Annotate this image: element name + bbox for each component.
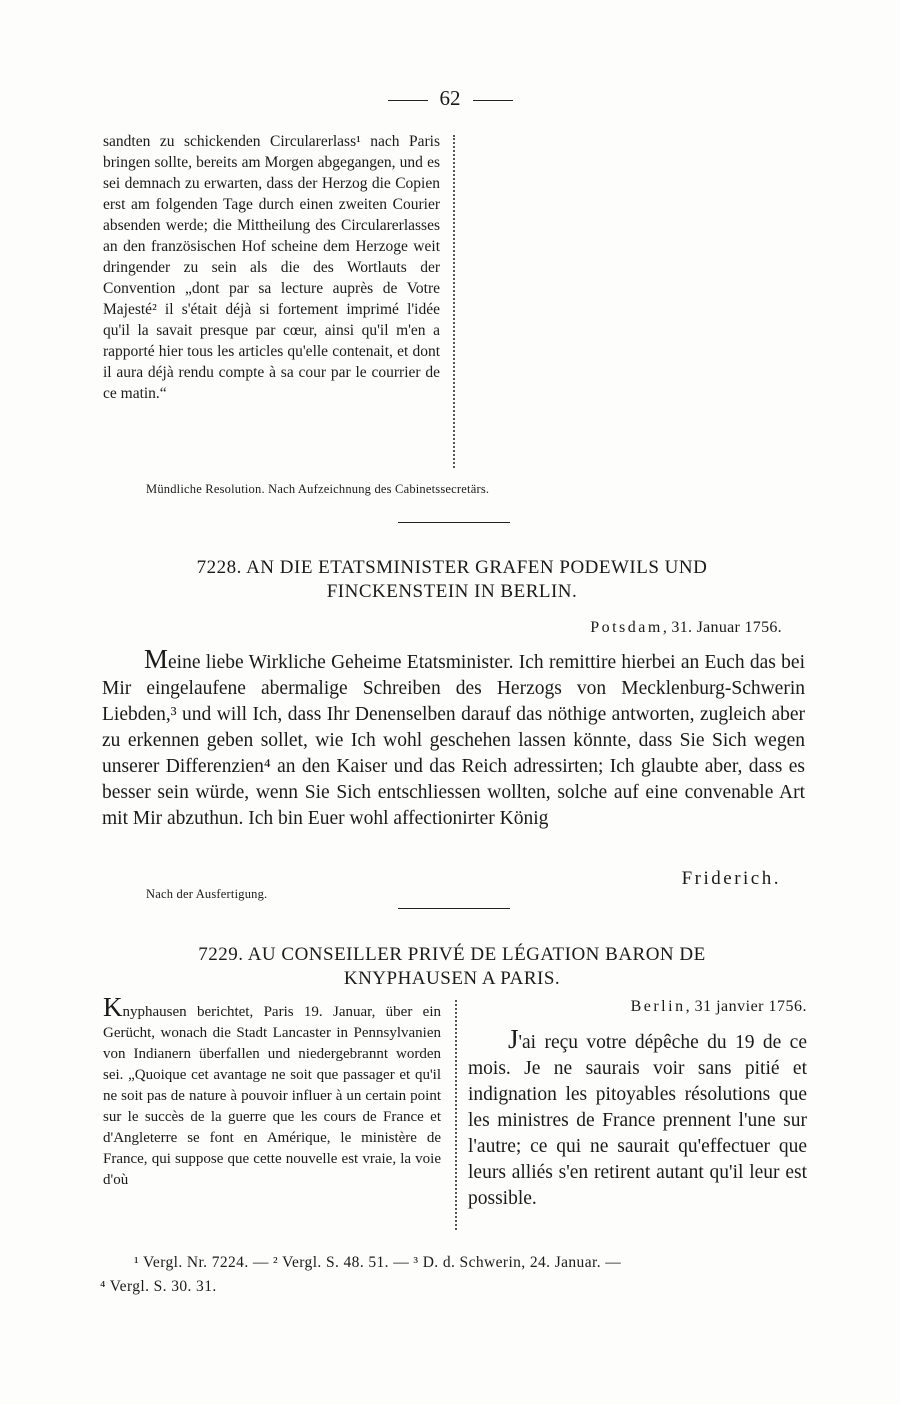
letter-7228-place: Potsdam — [590, 619, 663, 636]
page-header — [0, 86, 900, 111]
letter-7229-place: Berlin — [630, 998, 686, 1015]
letter-7228-heading-line1 — [110, 556, 794, 580]
section-rule-1 — [398, 522, 510, 523]
letter-7228-dateline — [590, 619, 782, 637]
letter-7229-summary-initial: K — [103, 992, 123, 1022]
letter-7228-source-note: Nach der Ausfertigung. — [146, 887, 268, 901]
letter-7229-text: 'ai reçu votre dépêche du 19 de ce mois. Je ne saurais voir sans pitié et indignation les pitoyables résolutions que les ministres de France prennent l'une sur l'autre; ce qui ne saurait qu'effectuer que leurs alliés s'en retirent autant qu'il leur est possible. — [468, 1032, 807, 1209]
column-divider-bottom — [455, 1000, 457, 1230]
page-number: 62 — [439, 86, 461, 110]
letter-7228-paragraph — [102, 646, 805, 832]
letter-7229-heading — [110, 943, 794, 991]
top-source-note: Mündliche Resolution. Nach Aufzeichnung des Cabinetssecretärs. — [146, 482, 490, 496]
letter-7229-initial: J — [508, 1024, 519, 1054]
footnotes — [100, 1251, 806, 1299]
letter-7229-summary — [103, 992, 441, 1191]
top-text: sandten zu schickenden Circularerlass¹ nach Paris bringen sollte, bereits am Morgen abgegangen, und es sei demnach zu erwarten, dass der Herzog die Copien erst am folgenden Tage durch einen zweiten Courier absenden werde; die Mittheilung des Circularerlasses an den französischen Hof scheine dem Herzoge weit dringender zu sein als die des Wortlauts der Convention „dont par sa lecture auprès de Votre Majesté² il s'était déjà si fortement imprimé l'idée qu'il la savait presque par cœur, ainsi qu'il m'en a rapporté hier tous les articles qu'elle contenait, et dont il aura déjà rendu compte à sa cour par le courrier de ce matin.“ — [103, 133, 440, 402]
letter-7228-text: eine liebe Wirkliche Geheime Etatsminister. Ich remittire hierbei an Euch das bei Mir eingelaufene abermalige Schreiben des Herzogs von Mecklenburg-Schwerin Liebden,³ und will Ich, dass Ihr Denenselben darauf das nöthige antworten, zugleich aber zu erkennen geben sollet, wie Ich wohl geschehen lassen könnte, dass Sie Sich wegen unserer Differenzien⁴ an den Kaiser und das Reich adressirten; Ich glaubte aber, dass es besser sein würde, wenn Sie Sich entschliessen wollten, solche auf eine convenable Art mit Mir abzuthun. Ich bin Euer wohl affectionirter König — [102, 652, 805, 829]
footnote-line-2: ⁴ Vergl. S. 30. 31. — [100, 1278, 217, 1295]
letter-7229-heading-text: AU CONSEILLER PRIVÉ DE LÉGATION BARON DE — [247, 944, 706, 965]
letter-7229-heading-line2: KNYPHAUSEN A PARIS. — [343, 968, 561, 989]
letter-7229-body — [468, 1026, 807, 1212]
letter-7228-heading — [110, 556, 794, 604]
letter-7229-heading-line1 — [110, 943, 794, 967]
letter-7229-dateline — [468, 998, 807, 1016]
letter-7228-heading-line2: FINCKENSTEIN IN BERLIN. — [326, 581, 578, 602]
section-rule-2 — [398, 908, 510, 909]
letter-7229-summary-text: nyphausen berichtet, Paris 19. Januar, über ein Gerücht, wonach die Stadt Lancaster in Pennsylvanien von Indianern überfallen und niedergebrannt worden sei. „Quoique cet avantage ne soit que passager et qu'il ne soit pas de nature à pouvoir influer à un certain point sur le succès de la guerre que les cours de France et d'Angleterre se font en Amérique, le ministère de France, qui suppose que cette nouvelle est vraie, la voie d'où — [103, 1004, 441, 1188]
letter-7228-date: , 31. Januar 1756. — [662, 619, 782, 636]
letter-7228-signature: Friderich. — [681, 868, 781, 889]
top-continuation-text — [103, 131, 440, 404]
letter-7228-body — [102, 646, 805, 832]
letter-7228-initial: M — [144, 644, 169, 674]
header-dash-left — [388, 100, 428, 101]
letter-7229-number: 7229. — [198, 944, 244, 965]
footnote-line-1: ¹ Vergl. Nr. 7224. — ² Vergl. S. 48. 51. — ³ D. d. Schwerin, 24. Januar. — — [134, 1254, 622, 1271]
letter-7229-summary-paragraph — [103, 992, 441, 1191]
header-dash-right — [473, 100, 513, 101]
letter-7228-number: 7228. — [196, 557, 242, 578]
letter-7228-heading-text: AN DIE ETATSMINISTER GRAFEN PODEWILS UND — [246, 557, 708, 578]
letter-7229-paragraph — [468, 1026, 807, 1212]
letter-7229-date: , 31 janvier 1756. — [685, 998, 807, 1015]
column-divider-top — [453, 135, 455, 468]
